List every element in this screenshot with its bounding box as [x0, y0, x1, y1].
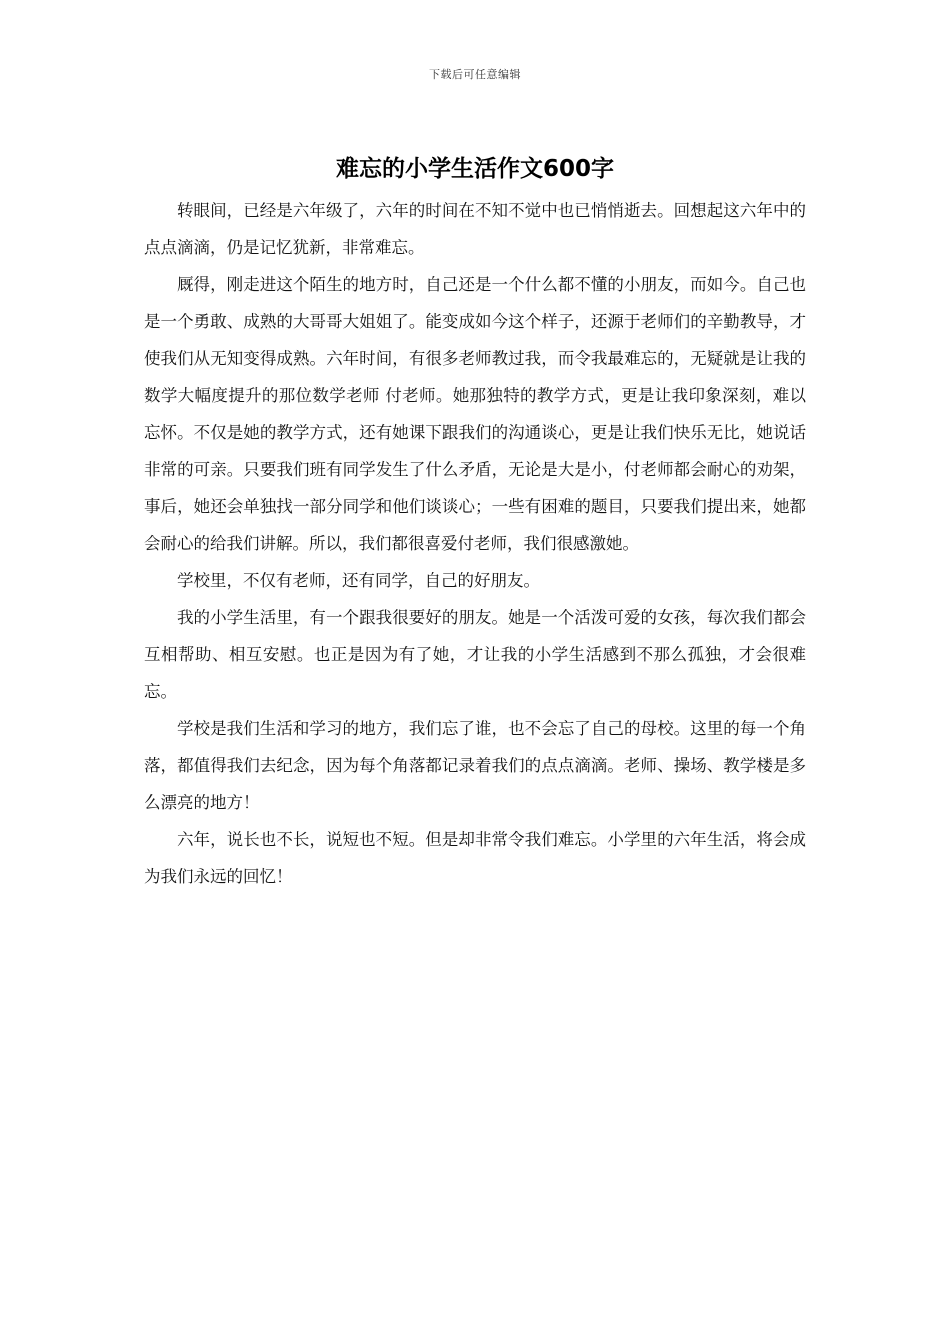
paragraph-4: 我的小学生活里，有一个跟我很要好的朋友。她是一个活泼可爱的女孩，每次我们都会互相帮助、相互安慰。也正是因为有了她，才让我的小学生活感到不那么孤独，才会很难忘。	[144, 608, 806, 701]
paragraph-1: 转眼间，已经是六年级了，六年的时间在不知不觉中也已悄悄逝去。回想起这六年中的点点滴滴，仍是记忆犹新，非常难忘。	[144, 201, 806, 257]
document-body	[144, 192, 806, 895]
paragraph-3: 学校里，不仅有老师，还有同学，自己的好朋友。	[177, 571, 540, 590]
paragraph-2: 厩得，刚走进这个陌生的地方时，自己还是一个什么都不懂的小朋友，而如今。自己也是一个勇敢、成熟的大哥哥大姐姐了。能变成如今这个样子，还源于老师们的辛勤教导，才使我们从无知变得成熟。六年时间，有很多老师教过我，而令我最难忘的，无疑就是让我的数学大幅度提升的那位数学老师 付老师。她那独特的教学方式，更是让我印象深刻，难以忘怀。不仅是她的教学方式，还有她课下跟我们的沟通谈心，更是让我们快乐无比，她说话非常的可亲。只要我们班有同学发生了什么矛盾，无论是大是小，付老师都会耐心的劝架，事后，她还会单独找一部分同学和他们谈谈心；一些有困难的题目，只要我们提出来，她都会耐心的给我们讲解。所以，我们都很喜爱付老师，我们很感激她。	[144, 275, 806, 553]
document-title: 难忘的小学生活作文600字	[335, 156, 614, 182]
paragraph-5: 学校是我们生活和学习的地方，我们忘了谁，也不会忘了自己的母校。这里的每一个角落，都值得我们去纪念，因为每个角落都记录着我们的点点滴滴。老师、操场、教学楼是多么漂亮的地方！	[144, 719, 806, 812]
header-note: 下载后可任意编辑	[429, 68, 521, 81]
paragraph-6: 六年，说长也不长，说短也不短。但是却非常令我们难忘。小学里的六年生活，将会成为我们永远的回忆！	[144, 830, 806, 886]
